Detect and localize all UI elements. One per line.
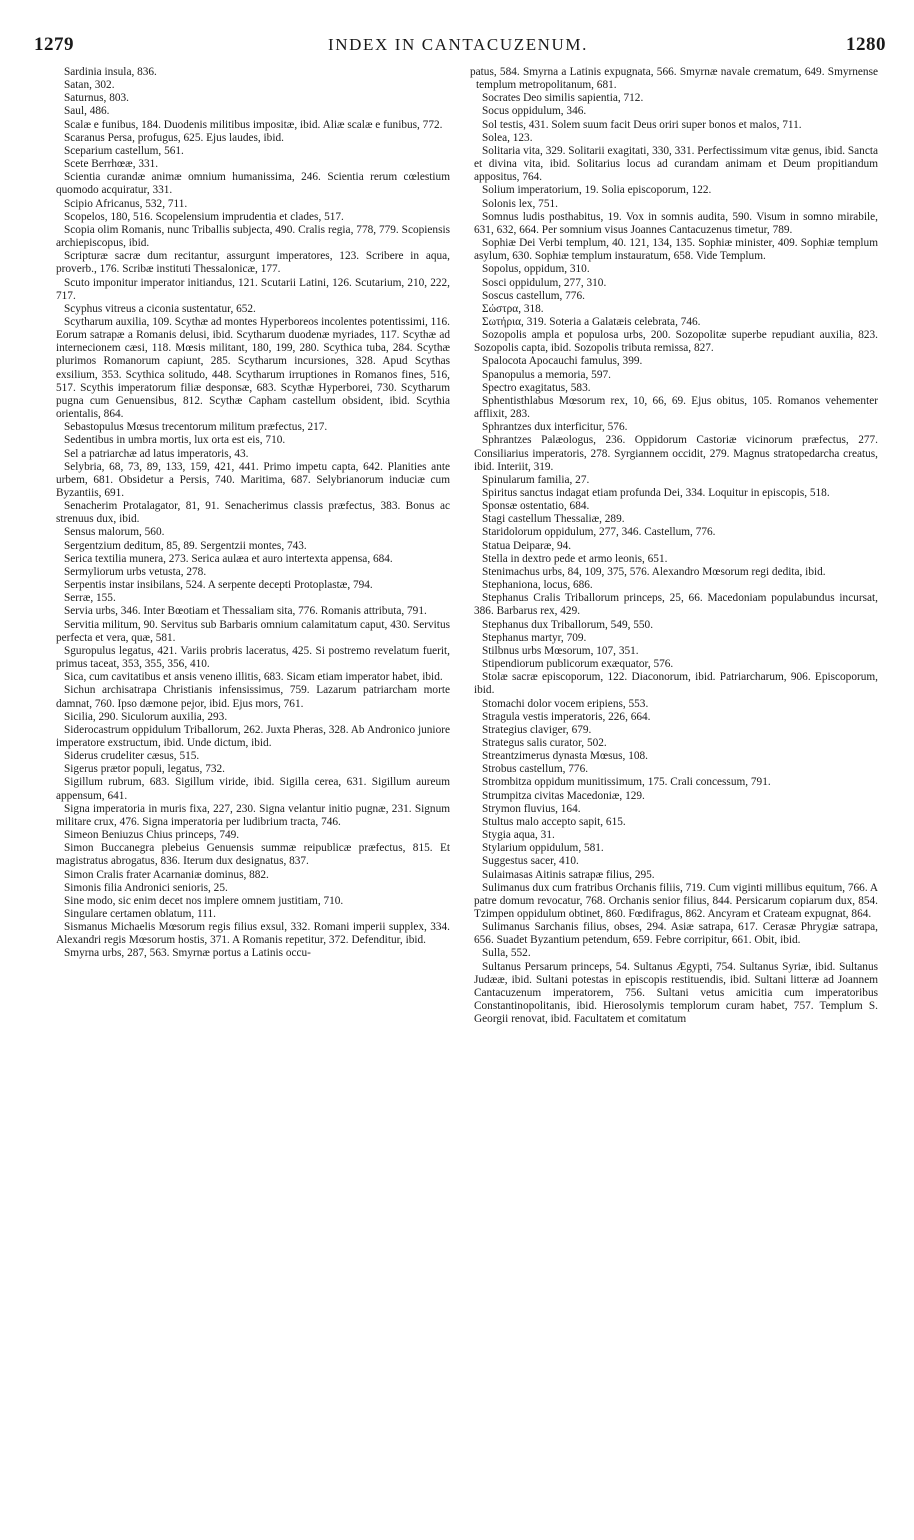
index-entry: Senacherim Protalagator, 81, 91. Senacherimus classis præfectus, 383. Bonus ac strenuus dux, ibid. xyxy=(56,500,450,526)
index-entry: Smyrna urbs, 287, 563. Smyrnæ portus a Latinis occu- xyxy=(64,947,311,960)
index-entry: Spectro exagitatus, 583. xyxy=(482,381,591,394)
index-entry: Soscus castellum, 776. xyxy=(482,289,585,302)
index-entry: Servia urbs, 346. Inter Bœotiam et Thessaliam sita, 776. Romanis attributa, 791. xyxy=(64,605,427,618)
index-entry: Sichun archisatrapa Christianis infensissimus, 759. Lazarum patriarcham morte damnat, 760. Ipso dæmone pejor, ibid. Ejus mors, 761. xyxy=(56,684,450,710)
index-entry: Sigerus prætor populi, legatus, 732. xyxy=(64,763,225,776)
index-entry: Spiritus sanctus indagat etiam profunda Dei, 334. Loquitur in episcopis, 518. xyxy=(482,487,830,499)
index-entry: Staridolorum oppidulum, 277, 346. Castellum, 776. xyxy=(482,526,716,539)
index-entry: Stephanus dux Triballorum, 549, 550. xyxy=(482,618,654,631)
index-entry: Scytharum auxilia, 109. Scythæ ad montes Hyperboreos incolentes potentissimi, 116. Eorum satrapæ a Romanis delusi, ibid. Scytharum duodenæ myriades, 117. Scythæ ad internecionem cæsi, 118. Mœsis militant, 180, 199, 280. Scythica tuba, 284. Scythæ plurimos Romanorum capiunt, 285. Scytharum incursiones, 328. Apud Scythas exsilium, 353. Scythica solitudo, 448. Scytharum irruptiones in Romanos fines, 516, 517. Scythis imperatorum filiæ desponsæ, 683. Scythæ Hyperborei, 730. Scytharum pugna cum Genuensibus, 812. Scythæ Capham castellum obsident, ibid. Scythia orientalis, 864. xyxy=(56,315,450,421)
index-entry: Selybria, 68, 73, 89, 133, 159, 421, 441. Primo impetu capta, 642. Planities ante urbem, 681. Obsidetur a Persis, 740. Maritima, 687. Selybrianorum induciæ cum Byzantiis, 691. xyxy=(56,460,450,499)
index-entry: Strategus salis curator, 502. xyxy=(482,736,607,749)
index-entry: Sozopolis ampla et populosa urbs, 200. Sozopolitæ superbe repudiant auxilia, 823. Sozopolis capta, ibid. Sozopolis tributa remissa, 827. xyxy=(474,329,878,355)
index-entry: Socrates Deo similis sapientia, 712. xyxy=(482,92,644,105)
index-entry: patus, 584. Smyrna a Latinis expugnata, 566. Smyrnæ navale crematum, 649. Smyrnense templum metropolitanum, 681. xyxy=(470,66,878,92)
index-entry: Sol testis, 431. Solem suum facit Deus oriri super bonos et malos, 711. xyxy=(482,118,802,131)
index-entry: Signa imperatoria in muris fixa, 227, 230. Signa velantur initio pugnæ, 231. Signum militare crux, 476. Signa imperatoria per ludibrium tracta, 746. xyxy=(56,802,450,828)
index-entry: Scopia olim Romanis, nunc Triballis subjecta, 490. Cralis regia, 778, 779. Scopiensis archiepiscopus, ibid. xyxy=(56,223,450,250)
index-entry: Stomachi dolor vocem eripiens, 553. xyxy=(482,697,649,710)
index-entry: Scete Berrhœæ, 331. xyxy=(64,158,159,171)
index-entry: Stilbnus urbs Mœsorum, 107, 351. xyxy=(482,644,639,657)
index-entry: Sulimanus dux cum fratribus Orchanis filiis, 719. Cum viginti millibus equitum, 766. A patre domum revocatur, 768. Orchanis senior filius, 844. Persicarum copiarum dux, 854. Tzimpen oppidulum obtinet, 860. Fœdifragus, 862. Ancyram et Crateam expugnat, 864. xyxy=(474,881,878,920)
index-entry: Scaranus Persa, profugus, 625. Ejus laudes, ibid. xyxy=(64,131,284,144)
index-entry: Scyphus vitreus a ciconia sustentatur, 652. xyxy=(64,302,256,315)
index-entry: Sultanus Persarum princeps, 54. Sultanus Ægypti, 754. Sultanus Syriæ, ibid. Sultanus Judææ, ibid. Sultani potestas in episcopis restituendis, ibid. Sultani litteræ ad Joannem Cantacuzenum imperatorem, 756. Sultani vetus amicitia cum imperatoribus Constantinopolitanis, ibid. Hierosolymis templorum curam habet, 757. Templum S. Georgii renovat, ibid. Facultatem et comitatum xyxy=(474,960,878,1026)
index-entry: Siderocastrum oppidulum Triballorum, 262. Juxta Pheras, 328. Ab Andronico juniore imperatore exstructum, ibid. Unde dictum, ibid. xyxy=(56,723,450,749)
index-entry: Sergentzium deditum, 85, 89. Sergentzii montes, 743. xyxy=(64,539,307,552)
index-entry: Saturnus, 803. xyxy=(64,92,129,105)
index-entry: Stephaniona, locus, 686. xyxy=(482,579,593,592)
index-entry: Scripturæ sacræ dum recitantur, assurgunt imperatores, 123. Scribere in aqua, proverb., 176. Scribæ instituti Thessalonicæ, 177. xyxy=(56,250,450,276)
index-entry: Streantzimerus dynasta Mœsus, 108. xyxy=(482,750,648,763)
index-entry: Solium imperatorium, 19. Solia episcoporum, 122. xyxy=(482,184,712,197)
index-entry: Scientia curandæ animæ omnium humanissima, 246. Scientia rerum cœlestium quomodo acquiratur, 331. xyxy=(56,171,450,197)
index-entry: Sel a patriarchæ ad latus imperatoris, 43. xyxy=(64,447,249,460)
index-entry: Solonis lex, 751. xyxy=(482,197,558,210)
index-entry: Sensus malorum, 560. xyxy=(64,526,165,539)
index-entry: Stipendiorum publicorum exæquator, 576. xyxy=(482,658,674,671)
index-entry: Stephanus Cralis Triballorum princeps, 25, 66. Macedoniam populabundus incursat, 386. Barbarus rex, 429. xyxy=(474,592,878,618)
index-entry: Simon Buccanegra plebeius Genuensis summæ reipublicæ præfectus, 815. Et magistratus abrogatus, 836. Iterum dux designatus, 837. xyxy=(56,842,450,868)
left-column xyxy=(52,66,450,1528)
index-entry: Siderus crudeliter cæsus, 515. xyxy=(64,750,200,763)
index-entry: Spalocota Apocauchi famulus, 399. xyxy=(482,355,643,368)
index-entry: Sphrantzes Palæologus, 236. Oppidorum Castoriæ vicinorum præfectus, 277. Consiliarius imperatoris, 278. Syrgiannem occidit, 279. Magnus stratopedarcha creatus, ibid. Interiit, 319. xyxy=(474,434,878,473)
index-entry: Sceparium castellum, 561. xyxy=(64,144,184,157)
index-entry: Sulimanus Sarchanis filius, obses, 294. Asiæ satrapa, 617. Cerasæ Phrygiæ satrapa, 656. Suadet Byzantium petendum, 659. Febre corripitur, 661. Obit, ibid. xyxy=(474,921,878,947)
index-entry: Sedentibus in umbra mortis, lux orta est eis, 710. xyxy=(64,434,286,447)
index-entry: Solea, 123. xyxy=(482,131,533,144)
index-entry: Stenimachus urbs, 84, 109, 375, 576. Alexandro Mœsorum regi dedita, ibid. xyxy=(482,565,826,578)
index-entry: Sopolus, oppidum, 310. xyxy=(482,263,590,276)
index-entry: Sebastopulus Mœsus trecentorum militum præfectus, 217. xyxy=(64,421,328,434)
index-entry: Stygia aqua, 31. xyxy=(482,829,555,842)
index-entry: Socus oppidulum, 346. xyxy=(482,105,587,118)
index-entry: Somnus ludis posthabitus, 19. Vox in somnis audita, 590. Visum in somno mirabile, 631, 632, 664. Per somnium visus Joannes Cantacuzenus timetur, 789. xyxy=(474,210,878,236)
index-entry: Strombitza oppidum munitissimum, 175. Crali concessum, 791. xyxy=(482,776,771,789)
index-entry: Simeon Beniuzus Chius princeps, 749. xyxy=(64,829,240,842)
index-entry: Suggestus sacer, 410. xyxy=(482,855,579,868)
index-entry: Spanopulus a memoria, 597. xyxy=(482,368,611,381)
index-entry: Σώστρα, 318. xyxy=(482,302,544,315)
index-entry: Servitia militum, 90. Servitus sub Barbaris omnium calamitatum caput, 430. Servitus perfecta et vera, quæ, 581. xyxy=(56,618,450,644)
index-entry: Scalæ e funibus, 184. Duodenis militibus impositæ, ibid. Aliæ scalæ e funibus, 772. xyxy=(64,118,443,131)
index-entry: Sponsæ ostentatio, 684. xyxy=(482,500,590,513)
index-entry: Singulare certamen oblatum, 111. xyxy=(64,908,216,920)
index-entry: Sophiæ Dei Verbi templum, 40. 121, 134, 135. Sophiæ minister, 409. Sophiæ templum asylum, 630. Sophiæ templum instauratum, 658. Vide Templum. xyxy=(474,237,878,263)
index-entry: Sguropulus legatus, 421. Variis probris laceratus, 425. Si postremo revelatum fuerit, primus taceat, 353, 355, 356, 410. xyxy=(56,644,450,671)
index-entry: Scuto imponitur imperator initiandus, 121. Scutarii Latini, 126. Scutarium, 210, 222, 717. xyxy=(56,276,450,302)
index-entry: Strymon fluvius, 164. xyxy=(482,802,581,815)
index-entry: Serpentis instar insibilans, 524. A serpente decepti Protoplastæ, 794. xyxy=(64,579,373,592)
index-entry: Scopelos, 180, 516. Scopelensium imprudentia et clades, 517. xyxy=(64,210,344,223)
index-entry: Simon Cralis frater Acarnaniæ dominus, 882. xyxy=(64,868,269,881)
running-title: INDEX IN CANTACUZENUM. xyxy=(327,35,588,54)
index-entry: Serica textilia munera, 273. Serica aulæa et auro intertexta appensa, 684. xyxy=(64,552,393,565)
index-entry: Stragula vestis imperatoris, 226, 664. xyxy=(482,710,651,723)
index-entry: Scipio Africanus, 532, 711. xyxy=(64,197,188,210)
index-entry: Sphrantzes dux interficitur, 576. xyxy=(482,421,628,434)
index-entry: Stylarium oppidulum, 581. xyxy=(482,842,604,855)
index-entry: Saul, 486. xyxy=(64,105,110,118)
index-entry: Sica, cum cavitatibus et ansis veneno illitis, 683. Sicam etiam imperator habet, ibid. xyxy=(64,671,443,684)
index-entry: Solitaria vita, 329. Solitarii exagitati, 330, 331. Perfectissimum vitæ genus, ibid. Sancta et divina vita, ibid. Solitarius locus ad curandam animam et Deum propitiandum appositus, 764. xyxy=(474,144,878,184)
index-entry: Stephanus martyr, 709. xyxy=(482,631,587,644)
index-entry: Stella in dextro pede et armo leonis, 651. xyxy=(482,552,668,565)
index-entry: Stagi castellum Thessaliæ, 289. xyxy=(482,513,625,526)
index-entry: Satan, 302. xyxy=(64,79,115,92)
index-entry: Simonis filia Andronici senioris, 25. xyxy=(64,881,228,894)
index-entry: Strumpitza civitas Macedoniæ, 129. xyxy=(482,789,645,802)
index-entry: Sicilia, 290. Siculorum auxilia, 293. xyxy=(64,710,228,723)
index-entry: Sphentisthlabus Mœsorum rex, 10, 66, 69. Ejus obitus, 105. Romanos vehementer afflixit, 283. xyxy=(474,394,878,421)
index-entry: Serræ, 155. xyxy=(64,592,116,605)
index-entry: Spinularum familia, 27. xyxy=(482,473,590,486)
right-column xyxy=(470,66,878,1528)
index-entry: Strategius claviger, 679. xyxy=(482,723,592,736)
index-entry: Σωτήρια, 319. Soteria a Galatæis celebrata, 746. xyxy=(482,315,701,328)
index-entry: Sine modo, sic enim decet nos implere omnem justitiam, 710. xyxy=(64,894,344,907)
index-entry: Sulla, 552. xyxy=(482,947,531,960)
page-header xyxy=(30,34,886,60)
page-number-right: 1280 xyxy=(846,34,886,55)
index-entry: Sardinia insula, 836. xyxy=(64,66,157,78)
index-entry: Sismanus Michaelis Mœsorum regis filius exsul, 332. Romani imperii supplex, 334. Alexandri regis Mœsorum hostis, 371. A Romanis repetitur, 372. Defenditur, ibid. xyxy=(56,921,450,947)
index-entry: Stultus malo accepto sapit, 615. xyxy=(482,815,626,828)
index-entry: Sosci oppidulum, 277, 310. xyxy=(482,276,607,289)
index-entry: Sulaimasas Aitinis satrapæ filius, 295. xyxy=(482,868,655,881)
index-entry: Sermyliorum urbs vetusta, 278. xyxy=(64,565,207,578)
index-entry: Stolæ sacræ episcoporum, 122. Diaconorum, ibid. Patriarcharum, 906. Episcoporum, ibid. xyxy=(474,671,878,697)
page-number-left: 1279 xyxy=(34,34,74,55)
index-entry: Sigillum rubrum, 683. Sigillum viride, ibid. Sigilla cerea, 631. Sigillum aureum appensum, 641. xyxy=(56,776,450,802)
index-entry: Statua Deiparæ, 94. xyxy=(482,539,572,552)
index-entry: Strobus castellum, 776. xyxy=(482,763,589,776)
